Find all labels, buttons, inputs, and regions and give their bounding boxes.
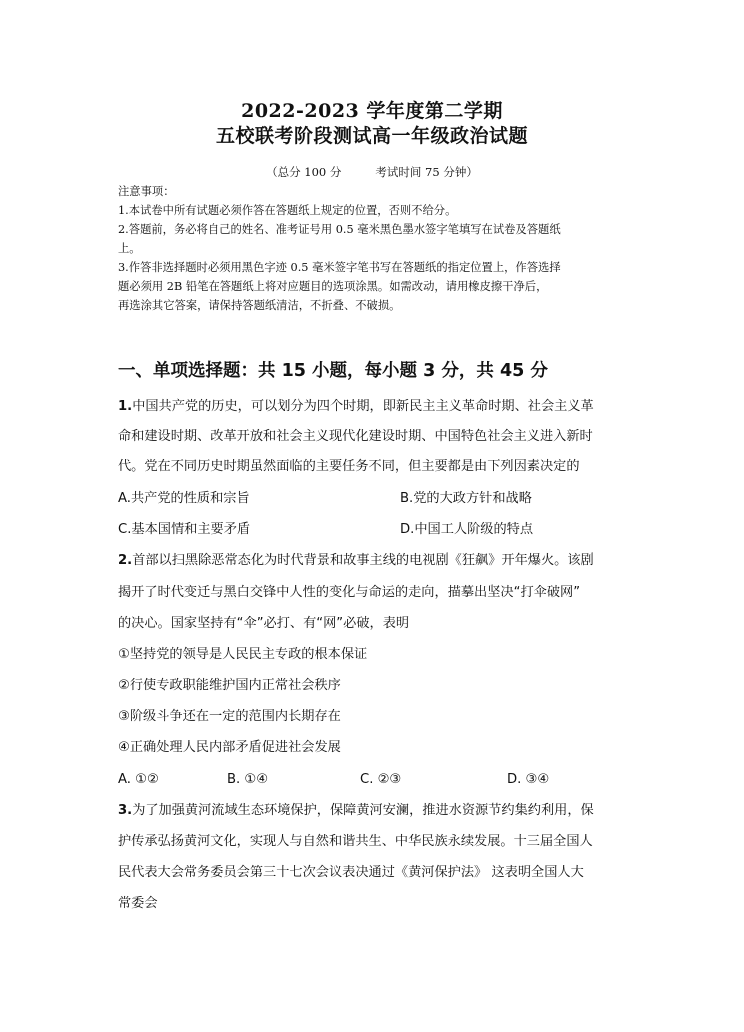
- statement: ①坚持党的领导是人民民主专政的根本保证: [118, 647, 368, 662]
- question-3-line: 民代表大会常务委员会第三十七次会议表决通过《黄河保护法》 这表明全国人大: [118, 865, 584, 880]
- note-line: 2.答题前，务必将自己的姓名、准考证号用 0.5 毫米黑色墨水签字笔填写在试卷及答题纸: [118, 223, 561, 236]
- section-heading: 一、单项选择题：共 15 小题，每小题 3 分，共 45 分: [118, 361, 548, 381]
- option-c: C. ②③: [360, 772, 402, 787]
- note-line: 上。: [118, 242, 141, 255]
- option-d: D.中国工人阶级的特点: [400, 522, 534, 537]
- note-line: 3.作答非选择题时必须用黑色字迹 0.5 毫米签字笔书写在答题纸的指定位置上，作答选择: [118, 261, 561, 274]
- question-2-line: 2.首部以扫黑除恶常态化为时代背景和故事主线的电视剧《狂飙》开年爆火。该剧: [118, 553, 594, 568]
- statement: ③阶级斗争还在一定的范围内长期存在: [118, 709, 341, 724]
- question-3-line: 3.为了加强黄河流域生态环境保护，保障黄河安澜，推进水资源节约集约利用，保: [118, 803, 594, 818]
- question-number: 1.: [118, 399, 133, 414]
- option-a: A.共产党的性质和宗旨: [118, 491, 250, 506]
- note-line: 再选涂其它答案，请保持答题纸清洁，不折叠、不破损。: [118, 299, 401, 312]
- question-1-line: 代。党在不同历史时期虽然面临的主要任务不同，但主要都是由下列因素决定的: [118, 459, 580, 474]
- question-2-line: 揭开了时代变迁与黑白交锋中人性的变化与命运的走向，描摹出坚决“打伞破网”: [118, 585, 581, 600]
- exam-time: 考试时间 75 分钟）: [375, 165, 478, 179]
- exam-meta: [0, 164, 744, 180]
- question-1-line: 命和建设时期、改革开放和社会主义现代化建设时期、中国特色社会主义进入新时: [118, 429, 593, 444]
- question-1-line: 1.中国共产党的历史，可以划分为四个时期，即新民主主义革命时期、社会主义革: [118, 399, 594, 414]
- exam-title-line2: 五校联考阶段测试高一年级政治试题: [215, 125, 528, 147]
- statement: ②行使专政职能维护国内正常社会秩序: [118, 678, 341, 693]
- total-score: （总分 100 分: [266, 165, 342, 179]
- exam-title-line1: 2022-2023 学年度第二学期: [241, 100, 503, 122]
- option-d: D. ③④: [507, 772, 550, 787]
- option-a: A. ①②: [118, 772, 159, 787]
- option-b: B.党的大政方针和战略: [400, 491, 532, 506]
- question-number: 2.: [118, 553, 133, 568]
- question-3-line: 护传承弘扬黄河文化，实现人与自然和谐共生、中华民族永续发展。十三届全国人: [118, 834, 593, 849]
- question-2-line: 的决心。国家坚持有“伞”必打、有“网”必破，表明: [118, 616, 410, 631]
- note-line: 题必须用 2B 铅笔在答题纸上将对应题目的选项涂黑。如需改动，请用橡皮擦干净后，: [118, 280, 548, 293]
- question-3-line: 常委会: [118, 896, 158, 911]
- option-b: B. ①④: [227, 772, 269, 787]
- question-number: 3.: [118, 803, 133, 818]
- notes-heading: 注意事项：: [118, 185, 175, 198]
- statement: ④正确处理人民内部矛盾促进社会发展: [118, 740, 341, 755]
- option-c: C.基本国情和主要矛盾: [118, 522, 251, 537]
- note-line: 1.本试卷中所有试题必须作答在答题纸上规定的位置，否则不给分。: [118, 204, 457, 217]
